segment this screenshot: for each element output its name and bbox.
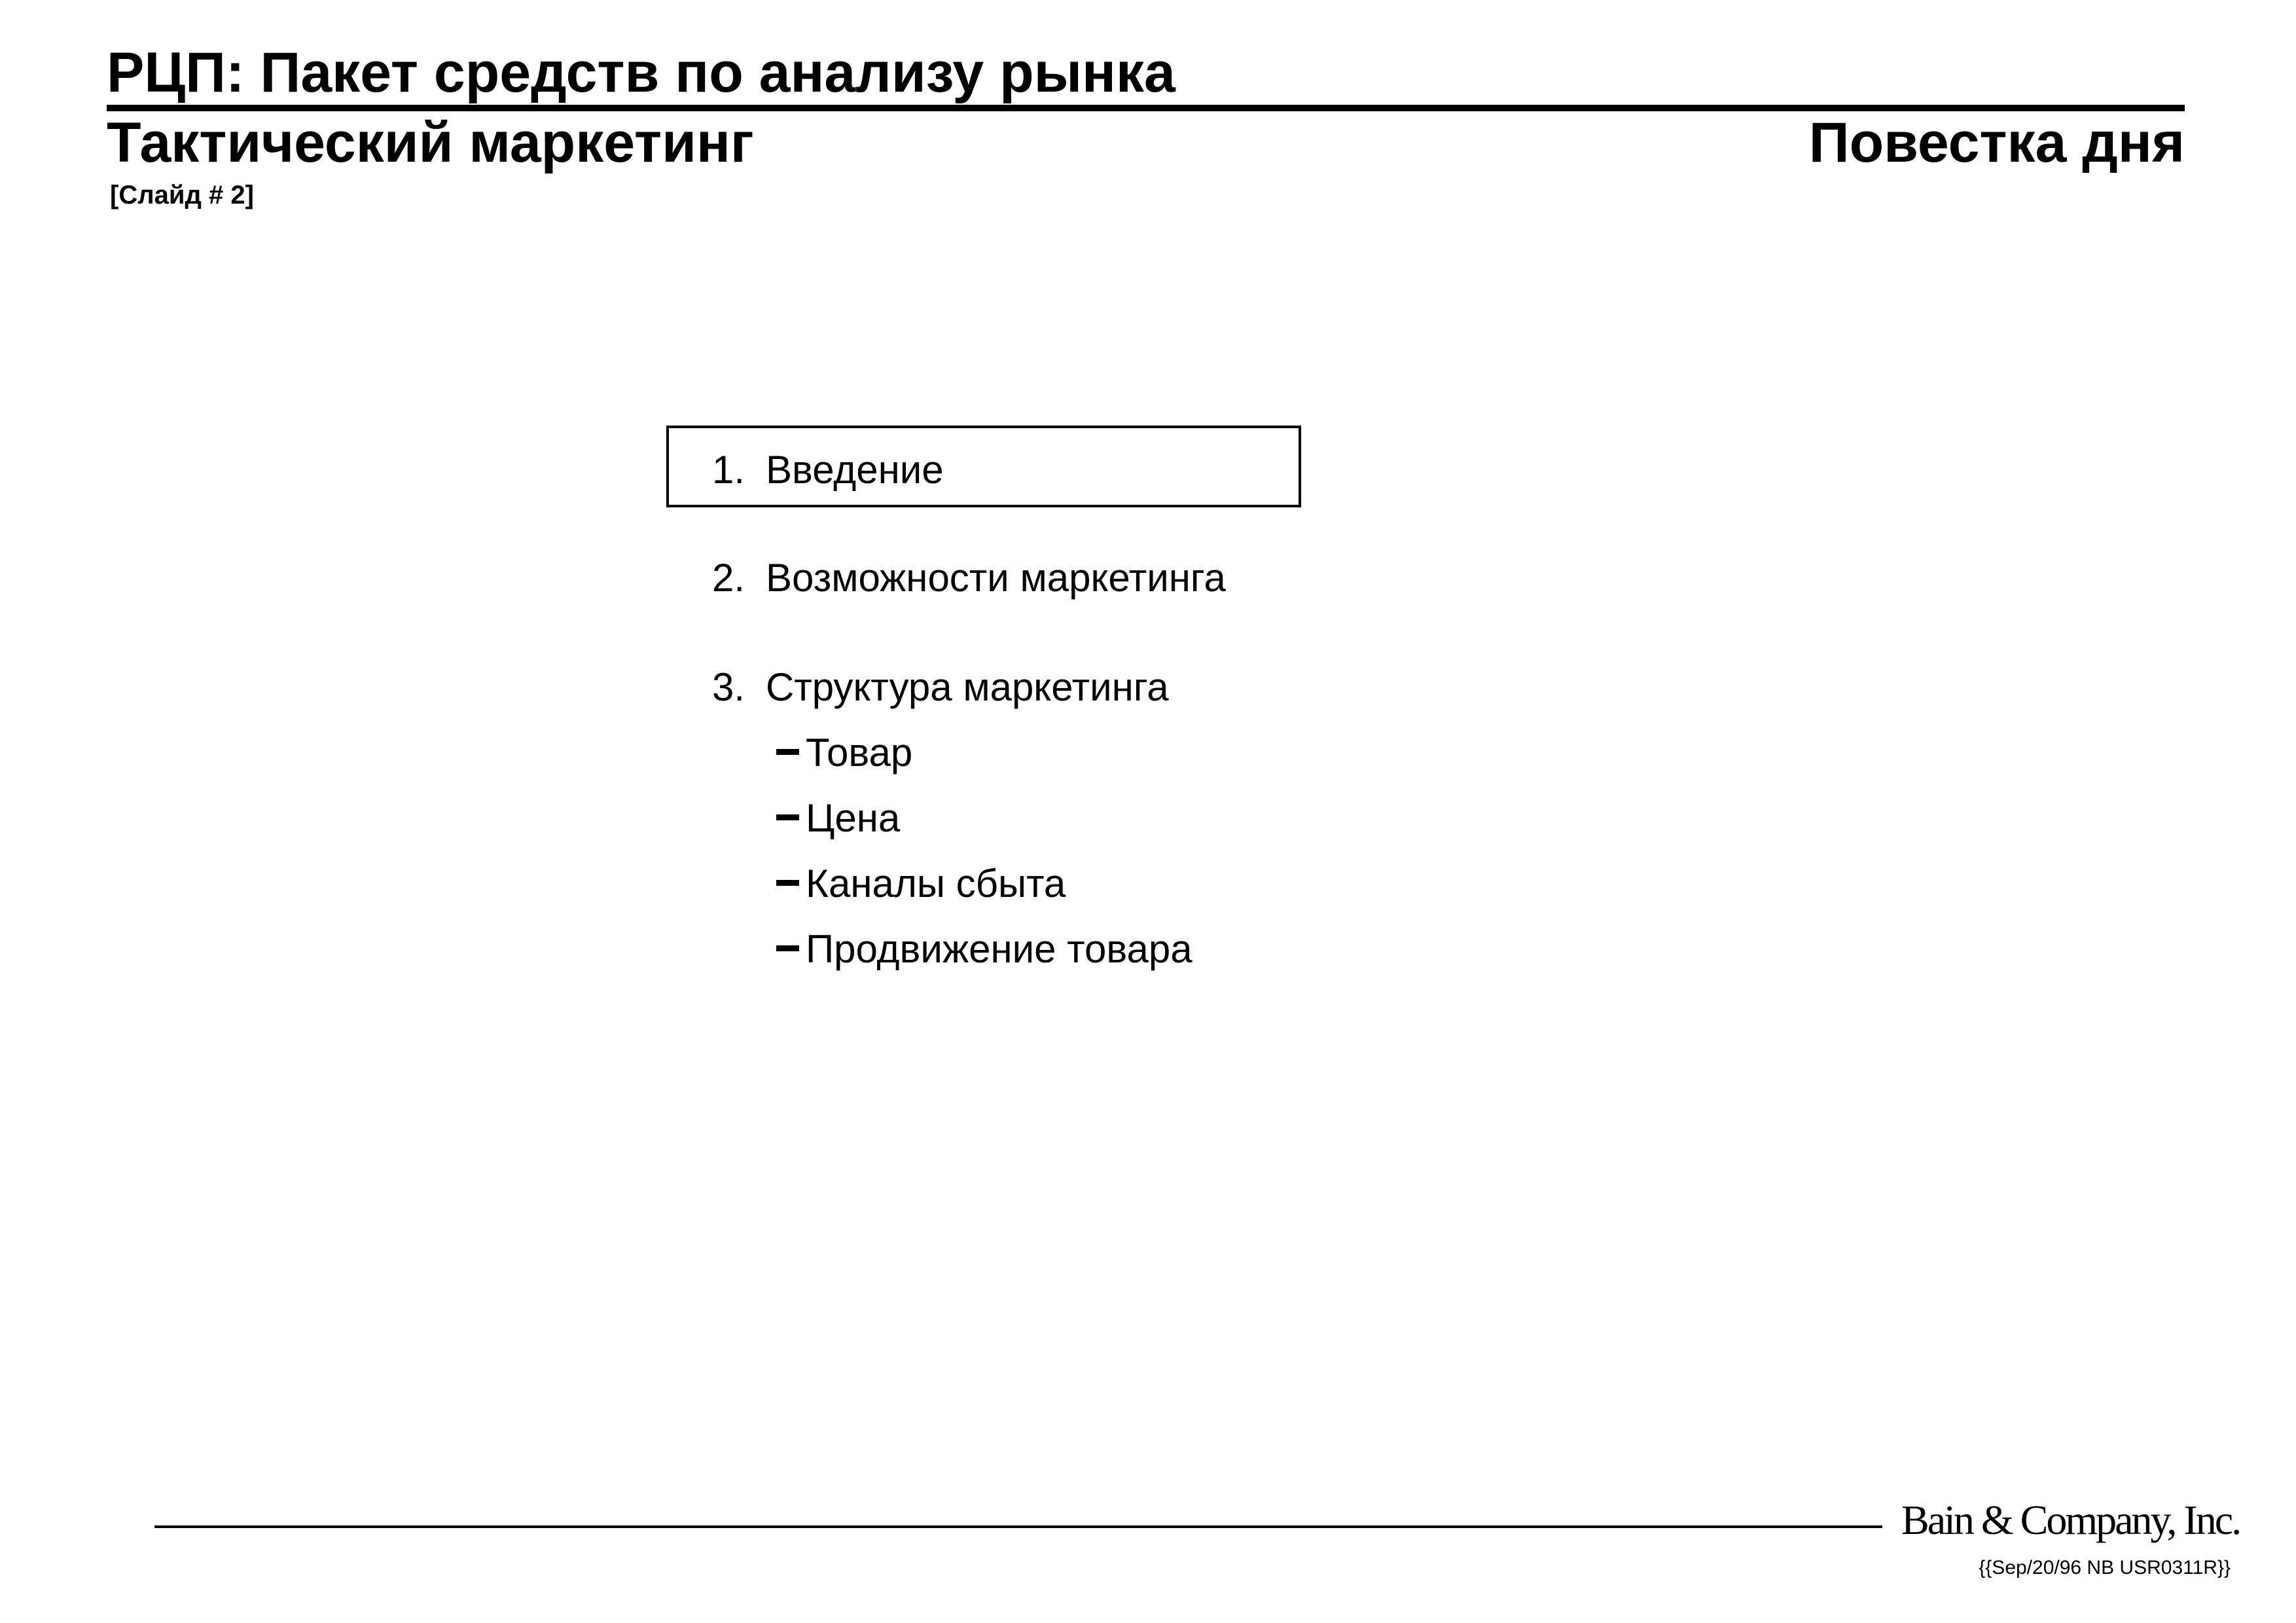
slide-number: [Слайд # 2] [110, 181, 254, 210]
agenda-subitem-promotion [776, 927, 1193, 971]
agenda-item-number: 2. [712, 556, 745, 600]
agenda-subitem-sales-channels [776, 864, 1066, 903]
footer-rule [154, 1525, 1882, 1528]
document-code: {{Sep/20/96 NB USR0311R}} [1979, 1557, 2231, 1578]
agenda-item-marketing-structure [712, 665, 1169, 709]
agenda-item-number: 3. [712, 665, 745, 709]
agenda-item-label: Возможности маркетинга [766, 556, 1226, 600]
agenda-item-number: 1. [712, 448, 745, 492]
dash-bullet-icon [776, 814, 799, 820]
agenda-item-introduction [712, 450, 944, 490]
page-label: Повестка дня [1808, 111, 2185, 174]
agenda-subitem-product [776, 733, 912, 773]
company-logo: Bain & Company, Inc. [1901, 1497, 2240, 1543]
agenda-item-label: Введение [766, 448, 944, 492]
agenda-subitem-price [776, 796, 901, 840]
section-title: Тактический маркетинг [107, 111, 754, 174]
agenda-subitem-label: Каналы сбыта [806, 862, 1066, 905]
dash-bullet-icon [776, 749, 799, 755]
document-title: РЦП: Пакет средств по анализу рынка [107, 41, 1175, 104]
agenda-subitem-label: Продвижение товара [806, 927, 1193, 971]
dash-bullet-icon [776, 880, 799, 886]
header-rule [107, 105, 2185, 111]
agenda-subitem-label: Цена [806, 796, 901, 840]
agenda-item-label: Структура маркетинга [766, 665, 1169, 709]
agenda-subitem-label: Товар [806, 731, 913, 775]
dash-bullet-icon [776, 945, 799, 951]
agenda-item-marketing-opportunities [712, 558, 1226, 598]
